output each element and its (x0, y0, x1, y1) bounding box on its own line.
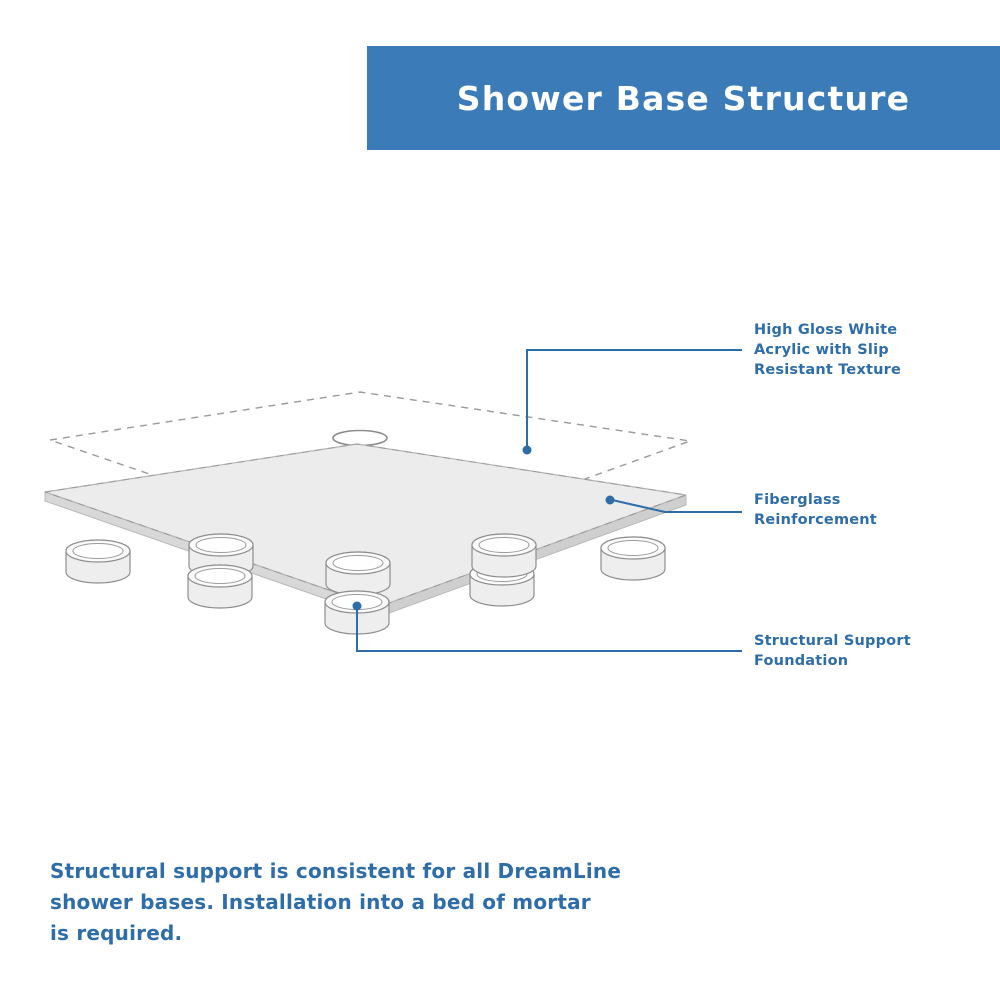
footer-note-line-3: is required. (50, 921, 183, 945)
support-ring (601, 537, 665, 580)
leader-line-support (353, 602, 743, 652)
callout-fiberglass-line-1: Fiberglass (754, 492, 841, 508)
callout-support-line-2: Foundation (754, 653, 849, 669)
support-ring (66, 540, 130, 583)
footer-note-line-1: Structural support is consistent for all DreamLine (50, 859, 622, 883)
callout-label-acrylic (754, 320, 984, 380)
drain-opening (333, 431, 387, 446)
callout-acrylic-line-1: High Gloss White (754, 322, 898, 338)
support-ring (188, 565, 252, 608)
support-ring (472, 534, 536, 577)
footer-note (50, 856, 690, 949)
leader-line-acrylic (523, 350, 743, 455)
page-title: Shower Base Structure (456, 78, 911, 118)
callout-support-line-1: Structural Support (754, 633, 911, 649)
footer-note-line-2: shower bases. Installation into a bed of mortar (50, 890, 591, 914)
callout-label-fiberglass (754, 490, 984, 530)
callout-fiberglass-line-2: Reinforcement (754, 512, 877, 528)
callout-acrylic-line-3: Resistant Texture (754, 362, 902, 378)
callout-label-support (754, 631, 984, 671)
support-ring (326, 552, 390, 595)
callout-acrylic-line-2: Acrylic with Slip (754, 342, 889, 358)
